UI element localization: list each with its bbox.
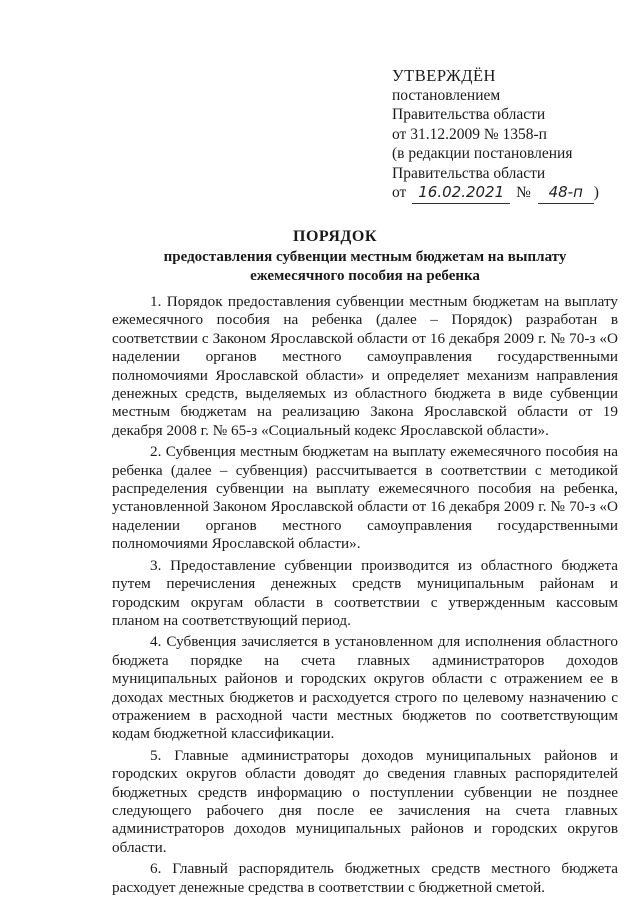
approval-amendment-ref: от 16.02.2021 № 48-п )	[392, 183, 622, 204]
approval-stamp	[392, 66, 622, 204]
handwritten-number: 48-п	[538, 183, 594, 204]
document-body	[112, 293, 618, 900]
document-title: ПОРЯДОК	[293, 228, 377, 245]
approval-line: (в редакции постановления	[392, 145, 573, 162]
paragraph-6: 6. Главный распорядитель бюджетных средств местного бюджета расходует денежные средства в соответствии с бюджетной сметой.	[112, 860, 618, 896]
paragraph-1: 1. Порядок предоставления субвенции местным бюджетам на выплату ежемесячного пособия на ребенка (далее – Порядок) разработан в соответствии с Законом Ярославской области от 16 декабря 2009 г. № 70-з «О наделении органов местного самоуправления государственными полномочиями Ярославской области» и определяет механизм направления денежных средств, выделяемых из областного бюджета в виде субвенции местным бюджетам на реализацию Закона Ярославской области от 19 декабря 2008 г. № 65-з «Социальный кодекс Ярославской области».	[112, 293, 618, 439]
paragraph-3: 3. Предоставление субвенции производится из областного бюджета путем перечисления денежных средств муниципальным районам и городским округам области в соответствии с утвержденным кассовым планом на соответствующий период.	[112, 556, 618, 629]
number-sign: №	[516, 184, 531, 201]
paragraph-4: 4. Субвенция зачисляется в установленном для исполнения областного бюджета порядке на счета главных администраторов доходов муниципальных районов и городских округов области с отражением ее в доходах местных бюджетов и расходуется строго по целевому назначению с отражением в расходной части местных бюджетов по соответствующим кодам бюджетной классификации.	[112, 633, 618, 743]
approval-line: Правительства области	[392, 106, 546, 123]
approval-line: постановлением	[392, 86, 501, 104]
paragraph-2: 2. Субвенция местным бюджетам на выплату ежемесячного пособия на ребенка (далее – субвенция) рассчитывается в соответствии с методикой распределения субвенции на выплату ежемесячного пособия на ребенка, установленной Законом Ярославской области от 16 декабря 2009 г. № 70-з «О наделении органов местного самоуправления государственными полномочиями Ярославской области».	[112, 443, 618, 553]
paragraph-5: 5. Главные администраторы доходов муниципальных районов и городских округов области доводят до сведения главных распорядителей бюджетных средств информацию о поступлении субвенции не позднее следующего рабочего дня после ее зачисления на счета главных администраторов доходов муниципальных районов и городских округов области.	[112, 746, 618, 856]
document-subtitle: предоставления субвенции местным бюджетам на выплату ежемесячного пособия на ребенка	[163, 249, 567, 284]
handwritten-date: 16.02.2021	[412, 183, 510, 204]
approval-line: Правительства области	[392, 164, 546, 182]
approval-resolution-ref: от 31.12.2009 № 1358-п	[392, 125, 547, 143]
amendment-prefix: от	[392, 184, 407, 201]
approval-heading: УТВЕРЖДЁН	[392, 66, 496, 85]
